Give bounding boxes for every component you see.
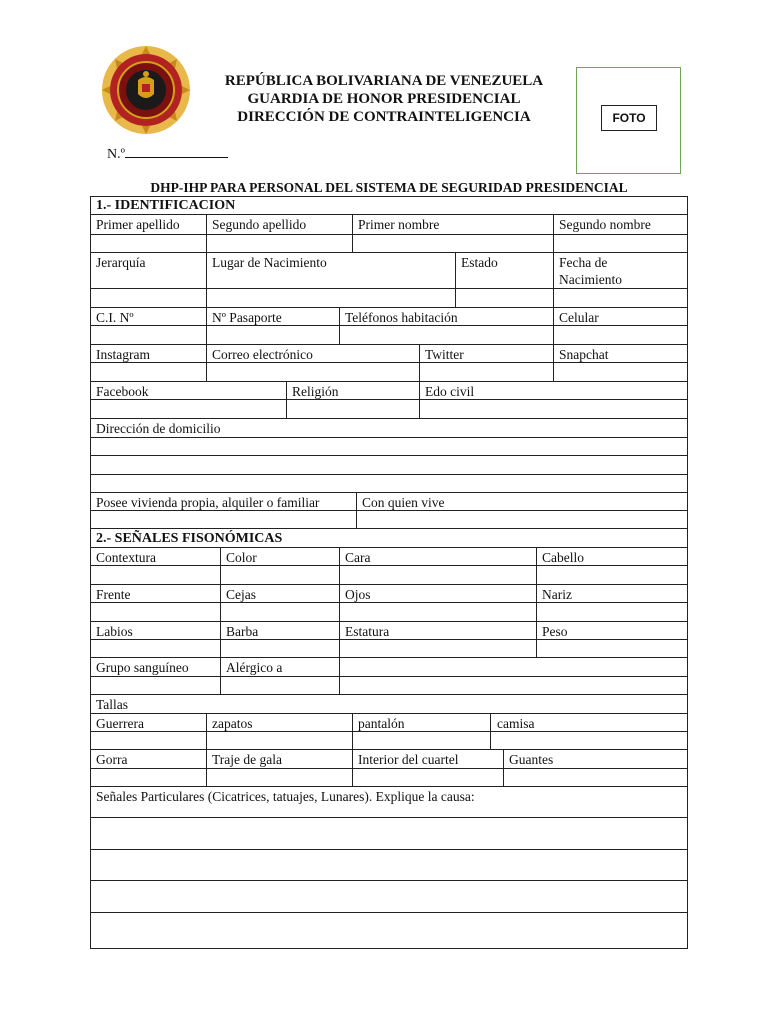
label-segundo-nombre: Segundo nombre bbox=[559, 217, 651, 232]
label-contextura: Contextura bbox=[96, 550, 156, 565]
label-traje-gala: Traje de gala bbox=[212, 752, 282, 767]
label-senales-particulares: Señales Particulares (Cicatrices, tatuajes, Lunares). Explique la causa: bbox=[96, 789, 475, 804]
label-pantalon: pantalón bbox=[358, 716, 405, 731]
label-fecha-nacimiento: Fecha de Nacimiento bbox=[559, 255, 622, 287]
label-primer-apellido: Primer apellido bbox=[96, 217, 180, 232]
label-con-quien-vive: Con quien vive bbox=[362, 495, 445, 510]
label-gorra: Gorra bbox=[96, 752, 128, 767]
label-cabello: Cabello bbox=[542, 550, 584, 565]
label-estado: Estado bbox=[461, 255, 498, 270]
label-interior-cuartel: Interior del cuartel bbox=[358, 752, 459, 767]
label-ci: C.I. Nº bbox=[96, 310, 134, 325]
label-direccion: Dirección de domicilio bbox=[96, 421, 221, 436]
label-snapchat: Snapchat bbox=[559, 347, 609, 362]
form-grid bbox=[90, 196, 688, 949]
section-senales-fisonomicas: 2.- SEÑALES FISONÓMICAS bbox=[96, 531, 283, 546]
label-pasaporte: Nº Pasaporte bbox=[212, 310, 282, 325]
label-ojos: Ojos bbox=[345, 587, 371, 602]
label-labios: Labios bbox=[96, 624, 133, 639]
section-identificacion: 1.- IDENTIFICACION bbox=[96, 198, 236, 213]
label-guerrera: Guerrera bbox=[96, 716, 144, 731]
label-alergico: Alérgico a bbox=[226, 660, 283, 675]
label-twitter: Twitter bbox=[425, 347, 464, 362]
label-primer-nombre: Primer nombre bbox=[358, 217, 440, 232]
label-facebook: Facebook bbox=[96, 384, 149, 399]
label-guantes: Guantes bbox=[509, 752, 554, 767]
photo-label: FOTO bbox=[601, 105, 657, 131]
form-title: DHP-IHP PARA PERSONAL DEL SISTEMA DE SEGURIDAD PRESIDENCIAL bbox=[150, 180, 628, 195]
label-zapatos: zapatos bbox=[212, 716, 253, 731]
label-barba: Barba bbox=[226, 624, 259, 639]
number-field[interactable] bbox=[125, 145, 228, 158]
header-line-republic: REPÚBLICA BOLIVARIANA DE VENEZUELA bbox=[224, 73, 544, 89]
number-label: N.º bbox=[107, 147, 125, 162]
label-edo-civil: Edo civil bbox=[425, 384, 475, 399]
label-grupo-sanguineo: Grupo sanguíneo bbox=[96, 660, 189, 675]
label-camisa: camisa bbox=[497, 716, 535, 731]
label-cara: Cara bbox=[345, 550, 371, 565]
header-line-direction: DIRECCIÓN DE CONTRAINTELIGENCIA bbox=[237, 109, 531, 125]
label-correo: Correo electrónico bbox=[212, 347, 313, 362]
document-header bbox=[200, 72, 568, 126]
label-frente: Frente bbox=[96, 587, 131, 602]
label-segundo-apellido: Segundo apellido bbox=[212, 217, 307, 232]
label-cejas: Cejas bbox=[226, 587, 256, 602]
label-jerarquia: Jerarquía bbox=[96, 255, 146, 270]
guardia-honor-seal-logo bbox=[98, 44, 194, 136]
label-celular: Celular bbox=[559, 310, 599, 325]
label-estatura: Estatura bbox=[345, 624, 390, 639]
label-peso: Peso bbox=[542, 624, 568, 639]
label-vivienda: Posee vivienda propia, alquiler o familiar bbox=[96, 495, 320, 510]
header-line-guard: GUARDIA DE HONOR PRESIDENCIAL bbox=[247, 91, 521, 107]
label-religion: Religión bbox=[292, 384, 339, 399]
label-nariz: Nariz bbox=[542, 587, 572, 602]
label-color: Color bbox=[226, 550, 257, 565]
label-lugar-nacimiento: Lugar de Nacimiento bbox=[212, 255, 327, 270]
label-instagram: Instagram bbox=[96, 347, 150, 362]
label-tallas: Tallas bbox=[96, 697, 129, 712]
document-number bbox=[107, 145, 228, 163]
label-telefonos: Teléfonos habitación bbox=[345, 310, 458, 325]
